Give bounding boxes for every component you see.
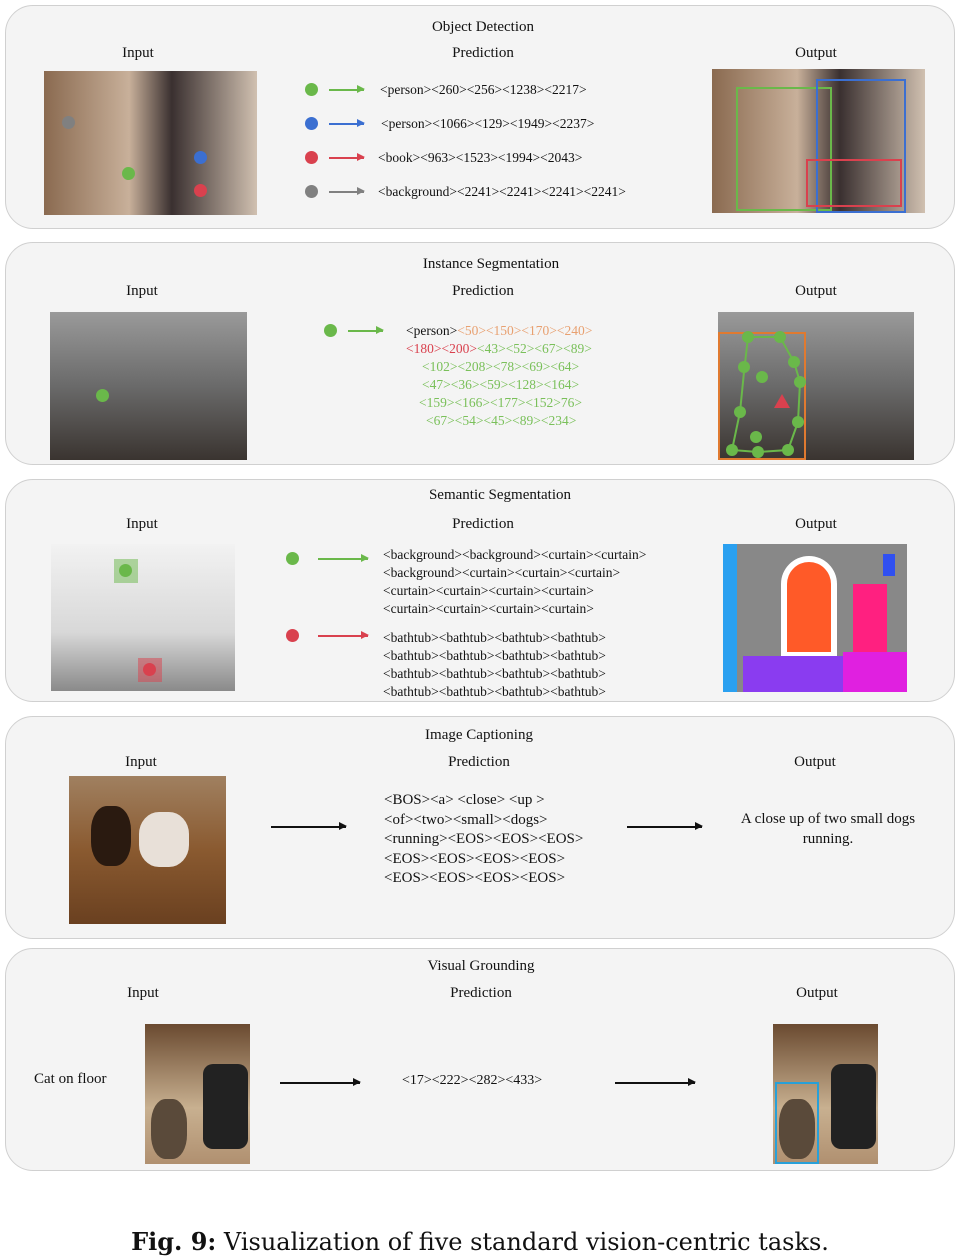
input-image (69, 776, 226, 924)
marker-green (96, 389, 109, 402)
prediction-tokens (384, 791, 583, 889)
panel-title: Semantic Segmentation (428, 487, 572, 503)
input-image (50, 312, 247, 460)
prediction-line: <bathtub><bathtub><bathtub><bathtub> (383, 648, 606, 663)
figure-caption (0, 1227, 960, 1256)
prediction-text: <book><963><1523><1994><2043> (378, 150, 583, 165)
input-image (44, 71, 257, 215)
marker-red (194, 184, 207, 197)
caption-label: Fig. 9: (131, 1227, 217, 1256)
prediction-line: <159><166><177><152>76> (419, 395, 583, 410)
arrow-icon (271, 826, 346, 828)
prediction-label: Prediction (450, 985, 512, 1001)
legend-dot (305, 185, 318, 198)
token-line: <EOS><EOS><EOS><EOS> (384, 870, 566, 886)
arrow-icon (348, 330, 383, 332)
caption-text: Visualization of five standard vision-centric tasks. (216, 1228, 829, 1256)
patch-curtain (114, 559, 138, 583)
bbox-book (806, 159, 902, 207)
semantic-segmentation-panel (5, 479, 955, 702)
output-segmentation-map (723, 544, 907, 692)
input-label: Input (126, 516, 158, 532)
instance-segmentation-panel (5, 242, 955, 465)
arrow-icon (329, 89, 364, 91)
marker-green (122, 167, 135, 180)
arrow-icon (615, 1082, 695, 1084)
output-image (773, 1024, 878, 1164)
patch-bathtub (138, 658, 162, 682)
legend-dot (305, 117, 318, 130)
output-caption (733, 809, 923, 849)
legend-dot (324, 324, 337, 337)
prediction-line: <bathtub><bathtub><bathtub><bathtub> (383, 684, 606, 699)
arrow-icon (318, 635, 368, 637)
prediction-text: <person><1066><129><1949><2237> (381, 116, 595, 131)
panel-title: Visual Grounding (427, 958, 535, 974)
prediction-label: Prediction (448, 754, 510, 770)
arrow-icon (318, 558, 368, 560)
token-line: <of><two><small><dogs> (384, 811, 548, 828)
prediction-text: <background><2241><2241><2241><2241> (378, 184, 626, 199)
output-label: Output (796, 985, 838, 1001)
marker-gray (62, 116, 75, 129)
input-image (145, 1024, 250, 1164)
output-label: Output (795, 45, 837, 61)
prediction-label: Prediction (452, 516, 514, 532)
token-line: <BOS><a> <close> <up > (384, 792, 545, 808)
output-label: Output (795, 516, 837, 532)
arrow-icon (329, 191, 364, 193)
output-label: Output (794, 754, 836, 770)
arrow-icon (627, 826, 702, 828)
caption-line: A close up of two small dogs (740, 811, 916, 827)
prediction-line: <67><54><45><89><234> (426, 413, 577, 428)
prediction-line: <47><36><59><128><164> (422, 377, 580, 392)
output-label: Output (795, 283, 837, 299)
legend-dot (305, 83, 318, 96)
visual-grounding-panel (5, 948, 955, 1171)
object-detection-panel (5, 5, 955, 229)
prediction-line: <person><50><150><170><240> (406, 323, 593, 338)
prediction-tokens: <17><222><282><433> (402, 1073, 543, 1088)
prediction-label: Prediction (452, 283, 514, 299)
prediction-line: <bathtub><bathtub><bathtub><bathtub> (383, 630, 606, 645)
prediction-line: <background><curtain><curtain><curtain> (383, 565, 621, 580)
mask-polygon (718, 312, 914, 460)
arrow-icon (280, 1082, 360, 1084)
prediction-line: <102><208><78><69><64> (422, 359, 580, 374)
token-line: <running><EOS><EOS><EOS> (384, 831, 584, 847)
input-label: Input (127, 985, 159, 1001)
prediction-line: <curtain><curtain><curtain><curtain> (383, 583, 594, 598)
token-line: <EOS><EOS><EOS><EOS> (384, 850, 566, 867)
caption-line: running. (802, 831, 854, 847)
prediction-label: Prediction (452, 45, 514, 61)
prediction-line: <background><background><curtain><curtain> (383, 547, 647, 562)
query-text: Cat on floor (34, 1071, 107, 1087)
output-image (712, 69, 925, 213)
prediction-text: <person><260><256><1238><2217> (380, 82, 587, 97)
legend-dot (286, 552, 299, 565)
prediction-line: <bathtub><bathtub><bathtub><bathtub> (383, 666, 606, 681)
arrow-icon (329, 157, 364, 159)
prediction-line: <curtain><curtain><curtain><curtain> (383, 601, 594, 616)
panel-title: Image Captioning (425, 727, 533, 743)
input-label: Input (125, 754, 157, 770)
input-image (51, 544, 235, 691)
legend-dot (286, 629, 299, 642)
bbox-cat (775, 1082, 819, 1164)
arrow-icon (329, 123, 364, 125)
output-image (718, 312, 914, 460)
input-label: Input (126, 283, 158, 299)
marker-blue (194, 151, 207, 164)
image-captioning-panel (5, 716, 955, 939)
panel-title: Object Detection (431, 19, 535, 35)
prediction-line: <180><200><43><52><67><89> (406, 341, 592, 356)
panel-title: Instance Segmentation (422, 256, 560, 272)
input-label: Input (122, 45, 154, 61)
legend-dot (305, 151, 318, 164)
